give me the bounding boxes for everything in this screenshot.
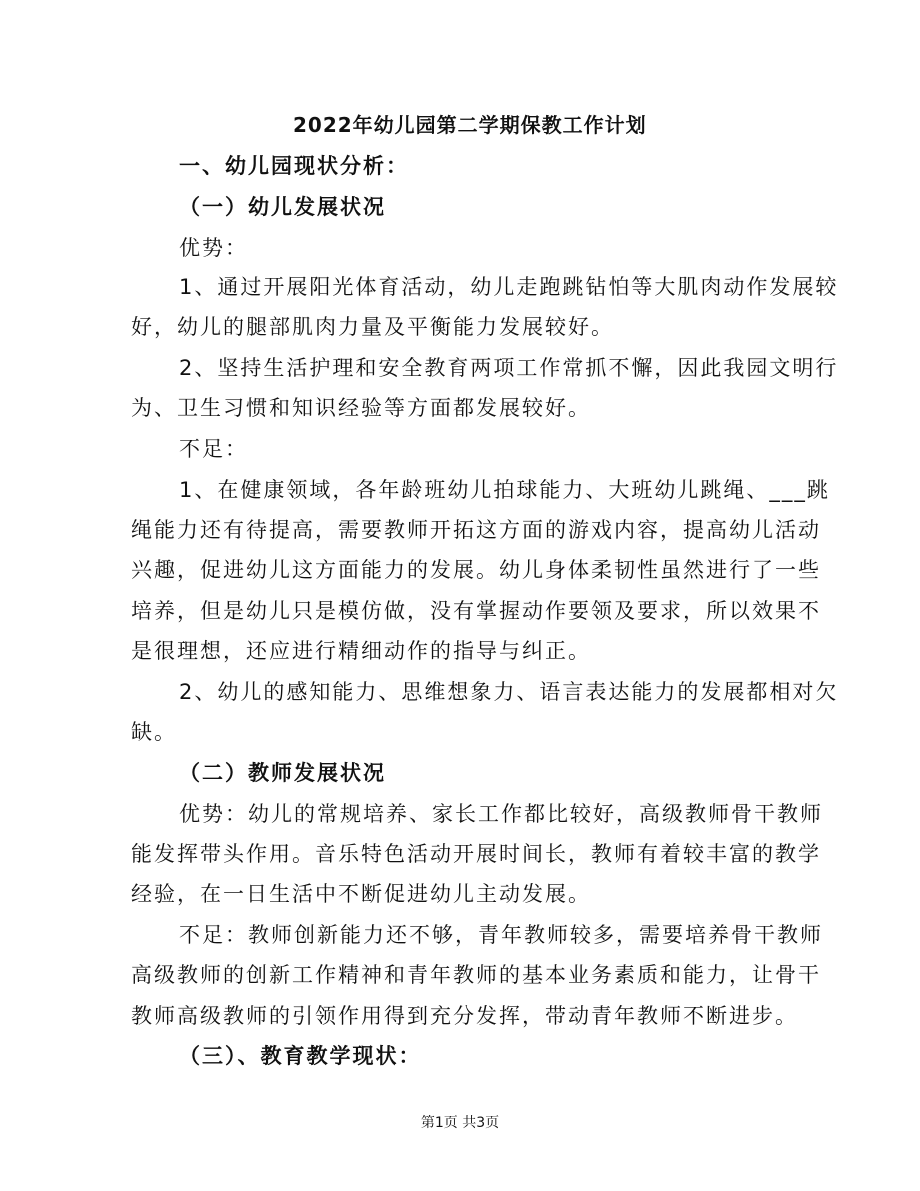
paragraph-line: 经验，在一日生活中不断促进幼儿主动发展。 <box>131 882 591 906</box>
paragraph-line: 2、幼儿的感知能力、思维想象力、语言表达能力的发展都相对欠 <box>179 680 839 704</box>
paragraph-line: 好，幼儿的腿部肌肉力量及平衡能力发展较好。 <box>131 315 614 339</box>
paragraph-line: 能发挥带头作用。音乐特色活动开展时间长，教师有着较丰富的教学 <box>131 842 821 866</box>
paragraph-line: 兴趣，促进幼儿这方面能力的发展。幼儿身体柔韧性虽然进行了一些 <box>131 558 821 582</box>
paragraph-line: 是很理想，还应进行精细动作的指导与纠正。 <box>131 639 591 663</box>
paragraph-line: 培养，但是幼儿只是模仿做，没有掌握动作要领及要求，所以效果不 <box>131 599 821 623</box>
document-title: 2022年幼儿园第二学期保教工作计划 <box>293 113 647 137</box>
paragraph-line: 为、卫生习惯和知识经验等方面都发展较好。 <box>131 396 591 420</box>
paragraph-line: 1、在健康领域，各年龄班幼儿拍球能力、大班幼儿跳绳、___跳 <box>179 478 830 502</box>
page-number: 第1页 共3页 <box>420 1115 500 1131</box>
strengths-label: 优势： <box>179 236 248 260</box>
subsection-heading: （一）幼儿发展状况 <box>179 195 386 219</box>
subsection-heading: （三）、教育教学现状： <box>179 1044 422 1068</box>
paragraph-line: 缺。 <box>131 720 177 744</box>
paragraph-line: 不足：教师创新能力还不够，青年教师较多，需要培养骨干教师 <box>179 923 823 947</box>
section-heading: 一、幼儿园现状分析： <box>179 154 409 178</box>
paragraph-line: 1、通过开展阳光体育活动，幼儿走跑跳钻怕等大肌肉动作发展较 <box>179 275 839 299</box>
paragraph-line: 优势：幼儿的常规培养、家长工作都比较好，高级教师骨干教师 <box>179 802 823 826</box>
paragraph-line: 教师高级教师的引领作用得到充分发挥，带动青年教师不断进步。 <box>131 1004 798 1028</box>
subsection-heading: （二）教师发展状况 <box>179 761 386 785</box>
paragraph-line: 绳能力还有待提高，需要教师开拓这方面的游戏内容，提高幼儿活动 <box>131 518 821 542</box>
weakness-label: 不足： <box>179 437 248 461</box>
paragraph-line: 高级教师的创新工作精神和青年教师的基本业务素质和能力，让骨干 <box>131 963 821 987</box>
paragraph-line: 2、坚持生活护理和安全教育两项工作常抓不懈，因此我园文明行 <box>179 356 839 380</box>
